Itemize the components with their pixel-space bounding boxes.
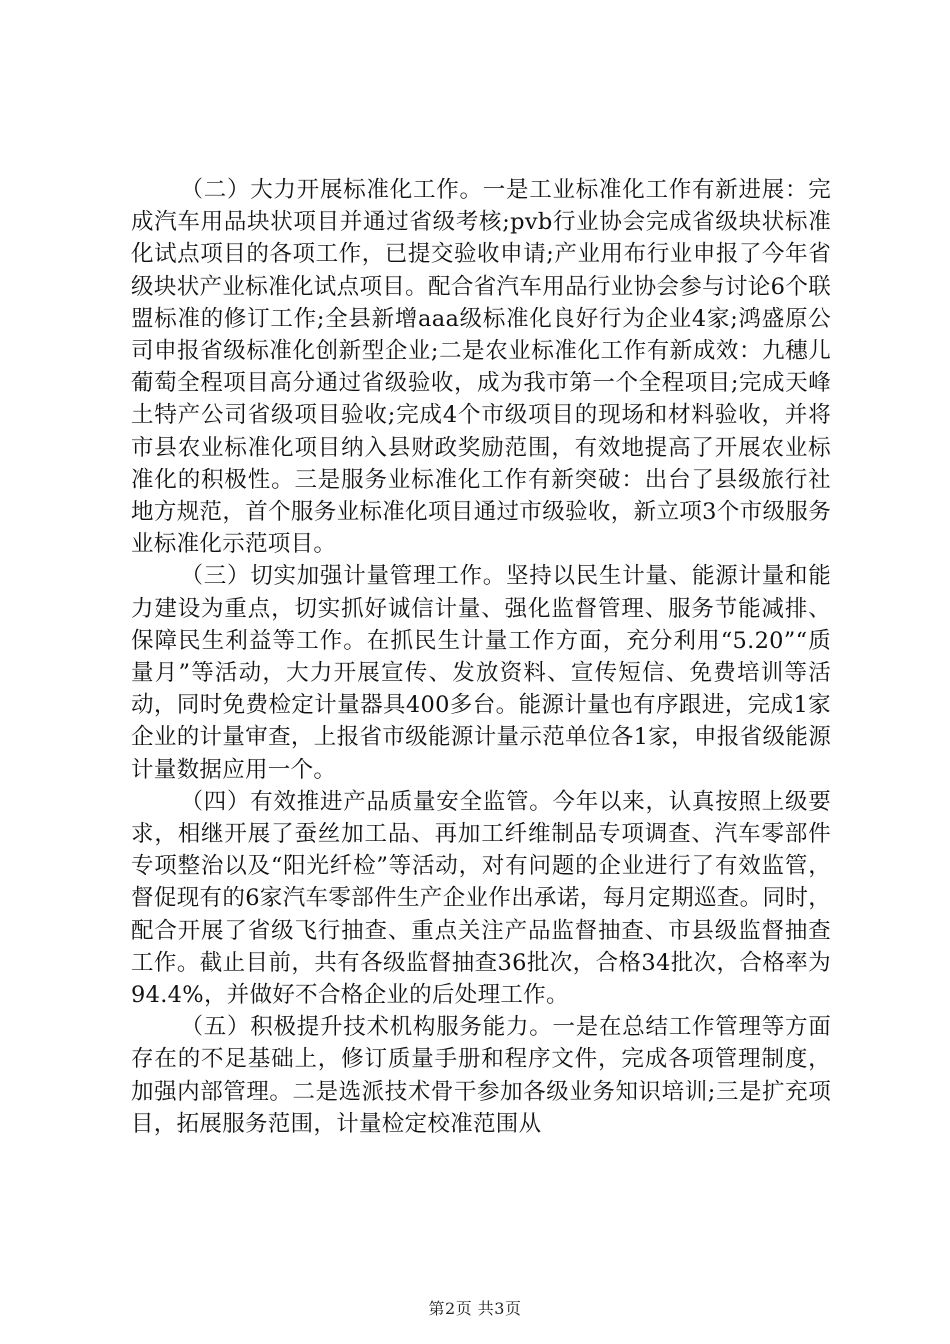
paragraph-product-quality: （四）有效推进产品质量安全监管。今年以来，认真按照上级要求，相继开展了蚕丝加工品、再加工纤维制品专项调查、汽车零部件专项整治以及“阳光纤检”等活动，对有问题的企业进行了有效监管，督促现有的6家汽车零部件生产企业作出承诺，每月定期巡查。同时，配合开展了省级飞行抽查、重点关注产品监督抽查、市县级监督抽查工作。截止目前，共有各级监督抽查36批次，合格34批次，合格率为94.4%，并做好不合格企业的后处理工作。 (131, 788, 831, 1009)
paragraph-standardization: （二）大力开展标准化工作。一是工业标准化工作有新进展：完成汽车用品块状项目并通过省级考核;pvb行业协会完成省级块状标准化试点项目的各项工作，已提交验收申请;产业用布行业申报了今年省级块状产业标准化试点项目。配合省汽车用品行业协会参与讨论6个联盟标准的修订工作;全县新增aaa级标准化良好行为企业4家;鸿盛原公司申报省级标准化创新型企业;二是农业标准化工作有新成效：九穗儿葡萄全程项目高分通过省级验收，成为我市第一个全程项目;完成天峰土特产公司省级项目验收;完成4个市级项目的现场和材料验收，并将市县农业标准化项目纳入县财政奖励范围，有效地提高了开展农业标准化的积极性。三是服务业标准化工作有新突破：出台了县级旅行社地方规范，首个服务业标准化项目通过市级验收，新立项3个市级服务业标准化示范项目。 (131, 177, 831, 558)
paragraph-technical-service: （五）积极提升技术机构服务能力。一是在总结工作管理等方面存在的不足基础上，修订质量手册和程序文件，完成各项管理制度，加强内部管理。二是选派技术骨干参加各级业务知识培训;三是扩充项目，拓展服务范围，计量检定校准范围从 (131, 1014, 831, 1137)
document-body (131, 174, 831, 1140)
paragraph-metrology: （三）切实加强计量管理工作。坚持以民生计量、能源计量和能力建设为重点，切实抓好诚信计量、强化监督管理、服务节能减排、保障民生利益等工作。在抓民生计量工作方面，充分利用“5.20”“质量月”等活动，大力开展宣传、发放资料、宣传短信、免费培训等活动，同时免费检定计量器具400多台。能源计量也有序跟进，完成1家企业的计量审查，上报省市级能源计量示范单位各1家，申报省级能源计量数据应用一个。 (131, 563, 831, 783)
page-footer: 第2页 共3页 (428, 1299, 522, 1318)
